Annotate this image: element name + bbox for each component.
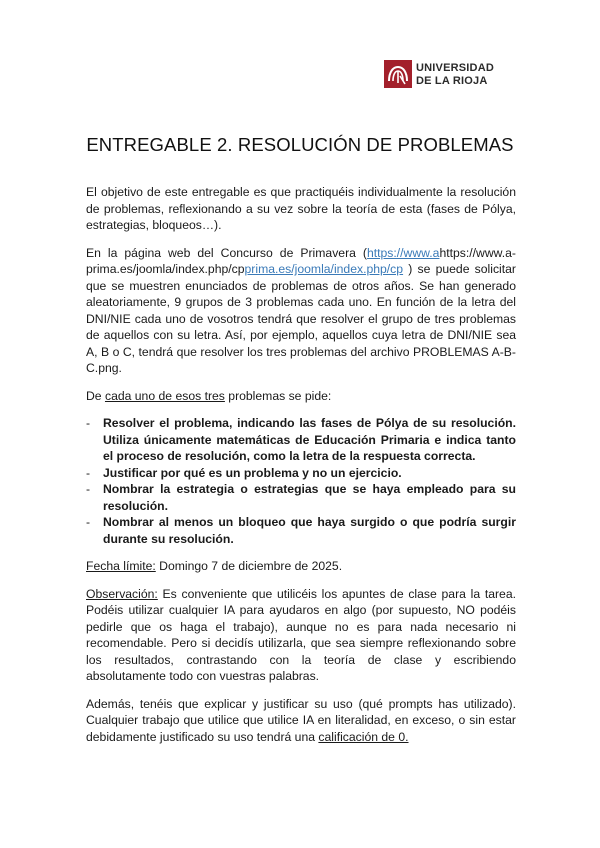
- web-text-after: ) se puede solicitar que se muestren enunciados de problemas de otros años. Se han generado aleatoriamente, 9 grupos de 3 problemas cada uno. En función de la letra del DNI/NIE cada uno de vosotros tendrá que resolver el grupo de tres problemas de aquellos con su letra. Así, por ejemplo, aquellos cuya letra de DNI/NIE sea A, B o C, tendrá que resolver los tres problemas del archivo PROBLEMAS A-B-C.png.: [86, 262, 516, 375]
- task-item: [86, 415, 516, 465]
- university-crest-icon: [384, 60, 412, 88]
- ai-note-paragraph: [86, 696, 516, 746]
- task-text: Justificar por qué es un problema y no un ejercicio.: [103, 465, 402, 480]
- list-dash: -: [86, 416, 91, 430]
- task-list: [86, 415, 516, 547]
- contest-link-b[interactable]: prima.es/joomla/index.php/cp: [244, 262, 404, 276]
- task-text: Resolver el problema, indicando las fases de Pólya de su resolución. Utiliza únicamente matemáticas de Educación Primaria e indica tanto el proceso de resolución, como la letra de la respuesta correcta.: [103, 416, 516, 463]
- university-logo: [384, 60, 509, 90]
- deadline-value: Domingo 7 de diciembre de 2025.: [155, 559, 343, 573]
- contest-link-a[interactable]: https://www.a: [366, 245, 440, 260]
- logo-line-1: UNIVERSIDAD: [416, 62, 494, 74]
- task-text: Nombrar la estrategia o estrategias que se haya empleado para su resolución.: [103, 482, 516, 513]
- web-text-plain-url: https://www.a-prima.es/joomla/index.php/cp: [86, 245, 516, 276]
- observation-label: Observación:: [86, 586, 158, 601]
- intro-paragraph: El objetivo de este entregable es que practiquéis individualmente la resolución de problemas, reflexionando a su vez sobre la teoría de esta (fases de Pólya, estrategias, bloqueos…).: [86, 185, 516, 232]
- task-item: [86, 481, 516, 514]
- list-dash: -: [86, 465, 91, 480]
- task-item: [86, 514, 516, 547]
- observation-text: Es conveniente que utilicéis los apuntes de clase para la tarea. Podéis utilizar cualquier IA para ayudaros en algo (por supuesto, NO podéis pedirle que os haga el trabajo), aunque no es para nada necesario ni recomendable. Pero si decidís utilizarla, que sea siempre reflexionando sobre los resultados, contrastando con la teoría de clase y escribiendo absolutamente todo con vuestras palabras.: [86, 586, 516, 683]
- ask-paragraph: [86, 388, 516, 405]
- ai-note-text: Además, tenéis que explicar y justificar su uso (qué prompts has utilizado). Cualquier trabajo que utilice que utilice IA en literalidad, en exceso, o sin estar debidamente justificado su uso tendrá una: [86, 696, 516, 744]
- document-title: ENTREGABLE 2. RESOLUCIÓN DE PROBLEMAS: [86, 134, 514, 155]
- task-text: Nombrar al menos un bloqueo que haya surgido o que podría surgir durante su resolución.: [103, 515, 516, 546]
- deadline-label: Fecha límite:: [86, 559, 156, 573]
- logo-line-2: DE LA RIOJA: [416, 75, 488, 87]
- observation-paragraph: [86, 586, 516, 685]
- deadline-paragraph: [86, 558, 516, 575]
- grade-zero-note: calificación de 0.: [318, 729, 409, 744]
- web-text-before: En la página web del Concurso de Primavera (: [86, 245, 367, 260]
- document-body: [86, 184, 516, 756]
- web-paragraph: [86, 245, 516, 377]
- ask-underlined: cada uno de esos tres: [104, 388, 225, 403]
- list-dash: -: [86, 515, 91, 529]
- task-item: [86, 465, 516, 482]
- ask-after: problemas se pide:: [224, 388, 332, 403]
- list-dash: -: [86, 482, 91, 496]
- ask-before: De: [86, 388, 105, 403]
